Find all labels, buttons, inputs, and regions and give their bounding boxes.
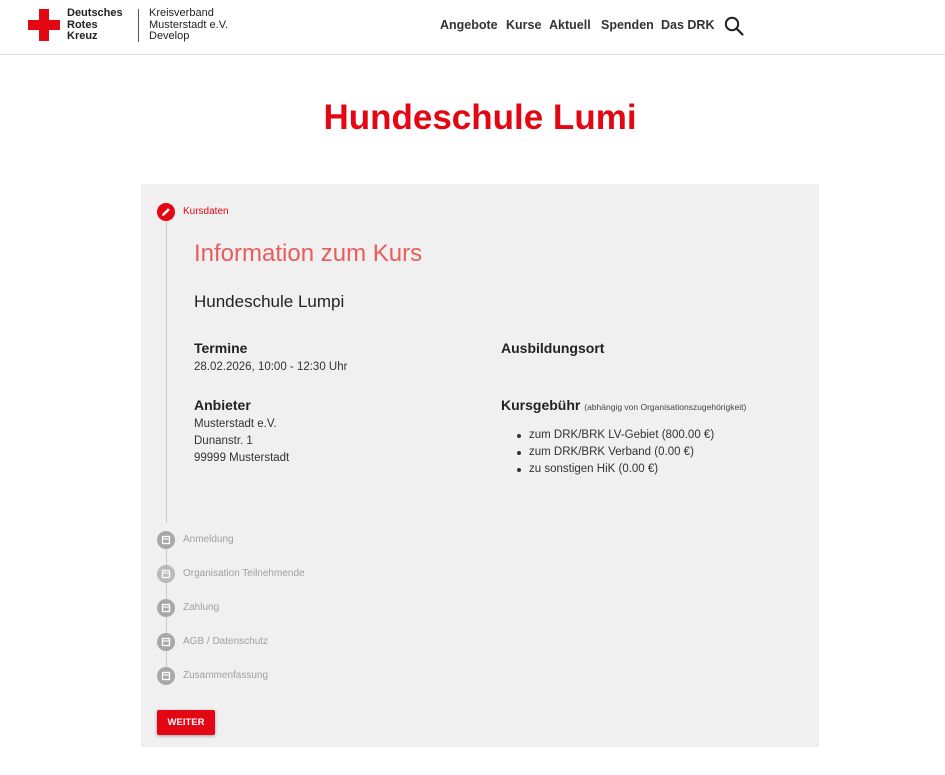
step-zusammenfassung[interactable]: Zusammenfassung: [183, 670, 269, 681]
step-connector: [166, 582, 167, 600]
address-line: Musterstadt e.V.: [194, 418, 277, 430]
page-title: Hundeschule Lumi: [323, 98, 637, 137]
nav-spenden[interactable]: Spenden: [601, 18, 654, 32]
fee-note: (abhängig von Organisationszugehörigkeit): [584, 402, 747, 412]
step-connector: [166, 650, 167, 668]
form-icon: [157, 667, 175, 685]
anbieter-address: [194, 416, 289, 467]
info-heading: Information zum Kurs: [194, 240, 423, 267]
address-line: 99999 Musterstadt: [194, 452, 290, 464]
list-item: zu sonstigen HiK (0.00 €): [515, 461, 714, 478]
nav-angebote[interactable]: Angebote: [440, 18, 498, 32]
step-anmeldung[interactable]: Anmeldung: [183, 534, 234, 545]
step-organisation-teilnehmende[interactable]: Organisation Teilnehmende: [183, 568, 305, 579]
step-agb-datenschutz[interactable]: AGB / Datenschutz: [183, 636, 269, 647]
termine-title: Termine: [194, 340, 248, 356]
logo-line: Rotes: [67, 18, 98, 31]
fee-title: Kursgebühr: [501, 397, 581, 413]
form-icon: [157, 565, 175, 583]
org-line: Develop: [149, 30, 190, 42]
org-line: Kreisverband: [149, 7, 214, 19]
step-connector: [166, 548, 167, 566]
org-name: [149, 8, 228, 43]
logo-divider: [138, 9, 139, 42]
nav-kurse[interactable]: Kurse: [506, 18, 542, 32]
ausbildungsort-title: Ausbildungsort: [501, 340, 605, 356]
form-icon: [157, 633, 175, 651]
fee-list: [515, 427, 714, 478]
pencil-icon: [157, 203, 175, 221]
anbieter-title: Anbieter: [194, 397, 251, 413]
logo-text[interactable]: [67, 8, 123, 43]
step-connector: [166, 220, 167, 523]
course-name: Hundeschule Lumpi: [194, 292, 345, 311]
nav-das-drk[interactable]: Das DRK: [661, 18, 715, 32]
address-line: Dunanstr. 1: [194, 435, 253, 447]
logo-line: Deutsches: [67, 7, 123, 19]
step-zahlung[interactable]: Zahlung: [183, 602, 220, 613]
red-cross-logo-icon[interactable]: [28, 9, 60, 41]
list-item: zum DRK/BRK LV-Gebiet (800.00 €): [515, 427, 714, 444]
step-kursdaten[interactable]: Kursdaten: [183, 206, 229, 217]
form-icon: [157, 599, 175, 617]
search-icon[interactable]: [724, 16, 744, 36]
form-icon: [157, 531, 175, 549]
org-line: Musterstadt e.V.: [149, 18, 229, 31]
nav-aktuell[interactable]: Aktuell: [549, 18, 591, 32]
weiter-button[interactable]: WEITER: [157, 710, 215, 735]
termine-value: 28.02.2026, 10:00 - 12:30 Uhr: [194, 361, 348, 373]
step-connector: [166, 616, 167, 634]
site-header: [0, 0, 945, 55]
logo-line: Kreuz: [67, 30, 98, 42]
kursgebuehr-title: [501, 397, 746, 413]
list-item: zum DRK/BRK Verband (0.00 €): [515, 444, 714, 461]
